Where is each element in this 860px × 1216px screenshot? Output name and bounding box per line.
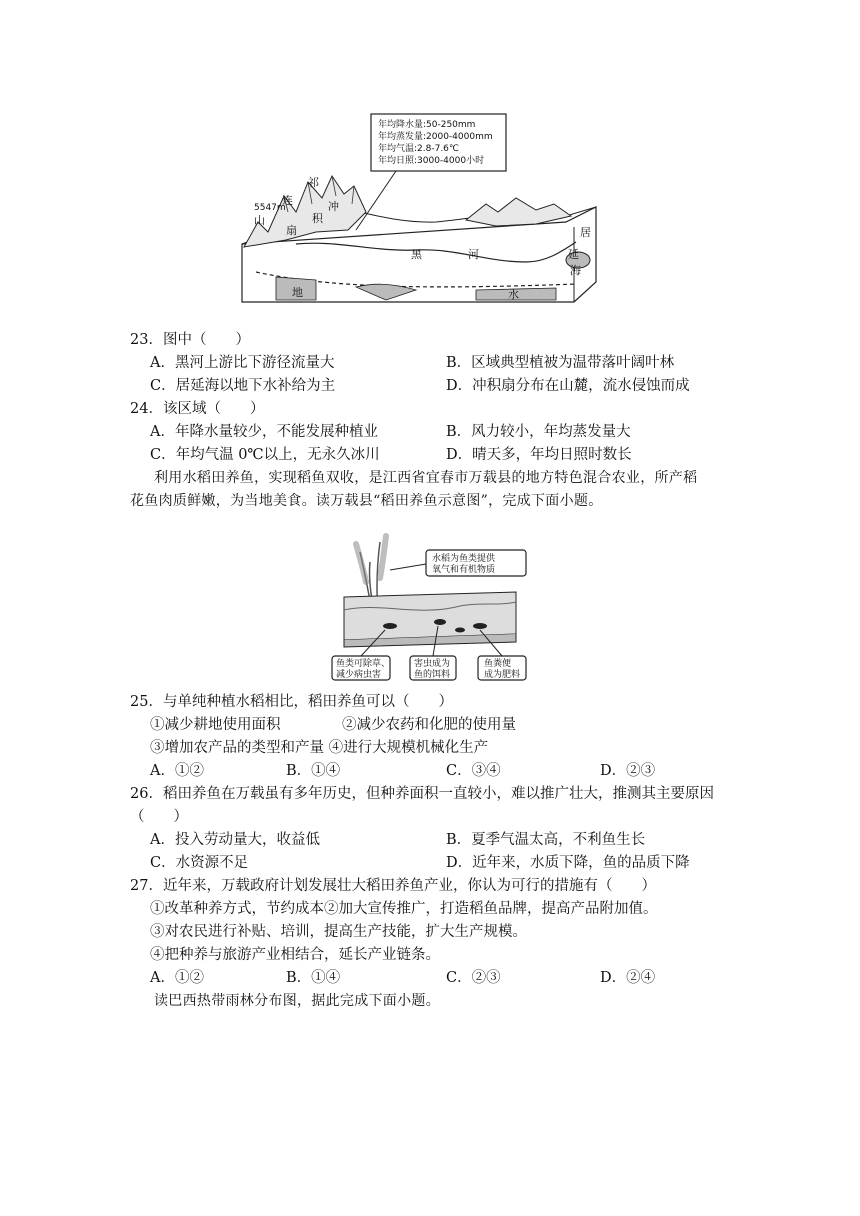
q27-statement-3: ③对农民进行补贴、培训，提高生产技能，扩大生产规模。 xyxy=(150,924,527,940)
rice-fish-diagram xyxy=(330,522,530,687)
label-di: 地 xyxy=(292,286,303,299)
label-he: 河 xyxy=(468,248,479,261)
q24-option-a: A．年降水量较少，不能发展种植业 xyxy=(150,424,378,440)
climate-line-2: 年均蒸发量:2000-4000mm xyxy=(378,132,493,142)
q24-option-b: B．风力较小，年均蒸发量大 xyxy=(446,424,631,440)
label-hei: 黑 xyxy=(411,248,422,261)
callout-top-line1: 水稻为鱼类提供 xyxy=(432,554,496,564)
q26-option-b: B．夏季气温太高，不利鱼生长 xyxy=(446,832,646,848)
q25-statement-1: ①减少耕地使用面积 xyxy=(150,717,281,733)
q23-option-d: D．冲积扇分布在山麓，流水侵蚀而成 xyxy=(446,378,690,394)
q25-option-d: D．②③ xyxy=(600,763,656,779)
climate-line-3: 年均气温:2.8-7.6℃ xyxy=(378,144,460,154)
label-altitude: 5547m xyxy=(254,203,286,213)
intro2-line1: 读巴西热带雨林分布图，据此完成下面小题。 xyxy=(154,993,440,1009)
climate-line-1: 年均降水量:50-250mm xyxy=(378,120,476,130)
q24-option-c: C．年均气温 0℃以上，无永久冰川 xyxy=(150,447,380,463)
q24-stem: 24．该区域（ ） xyxy=(130,401,265,417)
q27-option-b: B．①④ xyxy=(286,970,341,986)
q25-option-c: C．③④ xyxy=(446,763,501,779)
label-ju: 居 xyxy=(580,226,591,239)
callout-top-line2: 氧气和有机物质 xyxy=(432,565,496,575)
q27-option-c: C．②③ xyxy=(446,970,501,986)
q27-option-a: A．①② xyxy=(150,970,204,986)
q25-option-a: A．①② xyxy=(150,763,204,779)
label-qi: 祁 xyxy=(308,176,319,189)
q27-statement-1-2: ①改革种养方式，节约成本②加大宣传推广，打造稻鱼品牌，提高产品附加值。 xyxy=(150,901,658,917)
q27-statement-4: ④把种养与旅游产业相结合，延长产业链条。 xyxy=(150,947,440,963)
label-yan: 延 xyxy=(568,248,579,261)
intro1-line1: 利用水稻田养鱼，实现稻鱼双收，是江西省宜春市万载县的地方特色混合农业，所产稻 xyxy=(154,470,698,486)
climate-line-4: 年均日照:3000-4000小时 xyxy=(378,156,485,166)
svg-text:减少病虫害: 减少病虫害 xyxy=(336,670,382,680)
label-shui: 水 xyxy=(508,288,519,301)
svg-text:鱼粪便: 鱼粪便 xyxy=(484,659,512,669)
q25-statement-3-4: ③增加农产品的类型和产量 ④进行大规模机械化生产 xyxy=(150,740,489,756)
svg-text:害虫成为: 害虫成为 xyxy=(414,659,451,669)
label-hai: 海 xyxy=(570,264,581,277)
q23-stem: 23．图中（ ） xyxy=(130,332,250,348)
q27-option-d: D．②④ xyxy=(600,970,656,986)
label-lian: 连 xyxy=(282,194,293,207)
q26-option-c: C．水资源不足 xyxy=(150,855,249,871)
svg-text:成为肥料: 成为肥料 xyxy=(484,670,521,680)
q26-option-d: D．近年来，水质下降，鱼的品质下降 xyxy=(446,855,690,871)
q23-option-a: A．黑河上游比下游径流量大 xyxy=(150,355,335,371)
svg-text:鱼的饵料: 鱼的饵料 xyxy=(414,670,451,680)
q25-statement-2: ②减少农药和化肥的使用量 xyxy=(342,717,516,733)
label-shan: 山 xyxy=(254,214,265,227)
q25-stem: 25．与单纯种植水稻相比，稻田养鱼可以（ ） xyxy=(130,694,453,710)
q23-option-b: B．区域典型植被为温带落叶阔叶林 xyxy=(446,355,675,371)
label-ji: 积 xyxy=(312,212,323,225)
svg-text:鱼类可除草、: 鱼类可除草、 xyxy=(336,659,391,669)
q27-stem: 27．近年来，万载政府计划发展壮大稻田养鱼产业，你认为可行的措施有（ ） xyxy=(130,878,656,894)
q23-option-c: C．居延海以地下水补给为主 xyxy=(150,378,336,394)
q24-option-d: D．晴天多，年均日照时数长 xyxy=(446,447,632,463)
q26-stem: 26．稻田养鱼在万载虽有多年历史，但种养面积一直较小，难以推广壮大，推测其主要原因 xyxy=(130,786,714,802)
label-shan3: 扇 xyxy=(286,224,297,237)
heihe-block-diagram xyxy=(236,112,606,334)
label-chong: 冲 xyxy=(328,200,339,213)
q25-option-b: B．①④ xyxy=(286,763,341,779)
intro1-line2: 花鱼肉质鲜嫩，为当地美食。读万载县“稻田养鱼示意图”，完成下面小题。 xyxy=(130,493,603,509)
q26-stem-paren: （ ） xyxy=(130,809,188,825)
q26-option-a: A．投入劳动量大，收益低 xyxy=(150,832,320,848)
